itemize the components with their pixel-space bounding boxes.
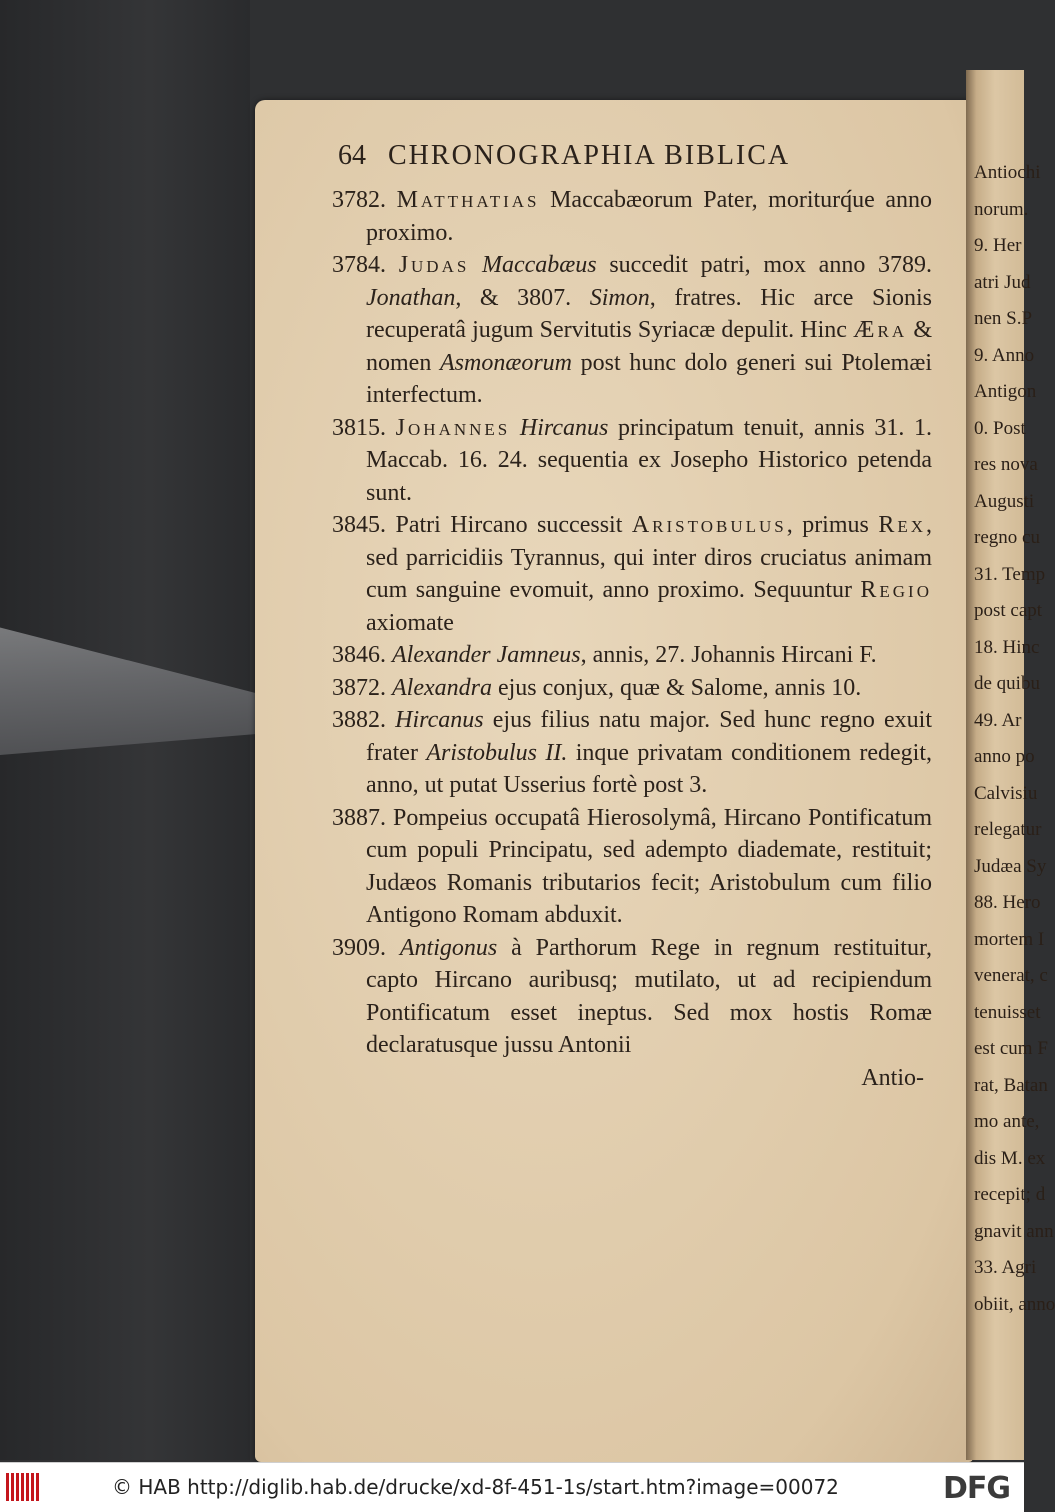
next-page-fragment: 49. Ar [974,709,1022,731]
entry-text [510,415,520,441]
page-number: 64 [338,140,366,171]
entry-text: Johannes [395,414,511,441]
entry-text: Patri Hircano successit [395,512,632,538]
next-page-fragment: Augusti [974,490,1035,512]
entry-text: Jonathan [366,284,456,311]
entry-text: & nomen [366,317,933,376]
next-page-fragment: est cum F [974,1038,1048,1059]
entry-year: 3784. [332,252,399,278]
entry-text: , & 3807. [455,284,590,311]
running-head [338,140,938,172]
page-text [332,184,932,1094]
copyright-link[interactable]: © HAB http://diglib.hab.de/drucke/xd-8f-451-1s/start.htm?image=00072 [112,1475,839,1499]
next-page-fragment: venerat, c [974,965,1048,986]
entry-text: principatum tenuit, annis 31. 1. Maccab. 16. 24. sequentia ex Josepho Historico petenda sunt. [366,414,932,506]
entry-text: , fratres. Hic arce Sionis recuperatâ jugum Servitutis Syriacæ depulit. Hinc [366,284,932,343]
entry-text: Asmonæorum [440,349,573,376]
next-page-fragment: nen S.P [974,308,1033,329]
next-page-fragment: de quibu [974,673,1040,694]
next-page-fragment: Calvisiu [974,782,1038,804]
entry-text: axiomate [366,609,454,636]
entry-text: Hircanus [519,414,609,441]
next-page-fragment: post capt [974,600,1043,621]
next-page-fragment: anno po [974,746,1035,767]
next-page-fragment: mortem I [974,928,1045,950]
entry-text: Antigonus [399,934,498,961]
chronology-entry [332,672,932,705]
entry-text: Aristobulus II. [426,739,568,766]
entry-text: , annis, 27. Johannis Hircani F. [580,642,877,668]
next-page-fragment: relegatur [974,819,1042,840]
next-page-fragment: norum. [974,198,1029,220]
chronology-entry [332,249,932,412]
chronology-entry [332,184,932,249]
footer-bar [0,1462,1024,1512]
next-page-fragment: res nova [974,454,1038,475]
entry-text: Regio [860,577,932,603]
entry-text: ejus filius natu major. Sed hunc regno exuit frater [366,707,933,766]
chronology-entry [332,509,932,639]
entry-text: ejus conjux, quæ & Salome, annis 10. [491,674,862,701]
chronology-entry [332,802,932,932]
next-page-fragment: 33. Agri [974,1257,1037,1278]
next-page-fragment: Judæa Sy [974,855,1047,877]
entry-text: , primus [786,512,879,538]
entry-text: Maccabæus [482,252,597,278]
entry-text: Maccabæorum Pater, moriturq́ue anno proximo. [366,187,933,246]
next-page-fragment: regno cu [974,527,1040,548]
entry-year: 3815. [332,414,396,441]
next-page-fragment: 9. Her [974,235,1022,256]
entry-text: Matthatias [396,187,540,213]
chronology-entry [332,412,932,510]
entry-text: Hircanus [395,707,484,733]
entry-year: 3887. [332,804,393,831]
entry-text: post hunc dolo generi sui Ptolemæi interfectum. [366,349,933,408]
running-title: CHRONOGRAPHIA BIBLICA [388,140,791,171]
next-page-fragment: Antigon [974,381,1037,402]
catchword: Antio- [861,1064,924,1091]
chronology-entry [332,932,932,1062]
entry-text: , sed parricidiis Tyrannus, qui inter diros cruciatus animam cum sanguine evomuit, anno proximo. Sequuntur [366,512,933,603]
entry-text [469,252,482,278]
entry-text: Alexandra [392,674,492,701]
next-page-fragment: 18. Hinc [974,636,1040,658]
entry-text: Judas [398,252,470,278]
next-page-fragment: gnavit ann [974,1220,1054,1242]
next-page-fragment: 31. Temp [974,563,1046,585]
entry-text: Aristobulus [631,512,787,538]
entry-text: Pompeius occupatâ Hierosolymâ, Hircano Pontificatum cum populi Principatu, sed adempto diademate, restituit; Judæos Romanis tributarios fecit; Aristobulum cum filio Antigono Romam abduxit. [366,804,933,928]
next-page-fragment: obiit, anno [974,1293,1055,1315]
entry-text: Æra [853,317,908,343]
entry-year: 3782. [332,187,397,213]
entry-text: Alexander Jamneus [392,642,581,668]
hab-logo-icon [6,1473,46,1501]
chronology-entry [332,704,932,802]
next-page-fragment: 88. Hero [974,892,1041,913]
entry-year: 3909. [332,934,400,961]
next-page-fragment: Antiochi [974,162,1041,183]
entry-year: 3845. [332,512,396,538]
entry-year: 3882. [332,707,396,733]
next-page-fragment: rat, Batan [974,1074,1048,1096]
entry-text: Rex [878,512,927,538]
entry-text: inque privatam conditionem redegit, anno, ut putat Usserius fortè post 3. [366,739,933,798]
next-page-fragment: 9. Anno [974,344,1035,366]
entry-year: 3872. [332,674,392,701]
entry-text: Simon [589,284,650,311]
next-page-fragment: recepit; d [974,1184,1046,1205]
next-page-fragment: 0. Post [974,417,1026,439]
next-page-edge [966,70,1055,1460]
dfg-logo[interactable]: DFG [942,1471,1010,1506]
next-page-fragment: atri Jud [974,271,1031,293]
next-page-fragment: dis M. ex [974,1147,1046,1169]
entry-text: à Parthorum Rege in regnum restituitur, capto Hircano auribusq; mutilato, ut ad recipiendum Pontificatum esset ineptus. Sed mox hostis Romæ declaratusque jussu Antonii [366,934,933,1058]
entry-text: succedit patri, mox anno 3789. [596,252,933,278]
chronology-entry [332,639,932,672]
next-page-fragment: tenuisset [974,1001,1041,1023]
entry-year: 3846. [332,642,392,668]
next-page-fragment: mo ante, [974,1111,1040,1132]
